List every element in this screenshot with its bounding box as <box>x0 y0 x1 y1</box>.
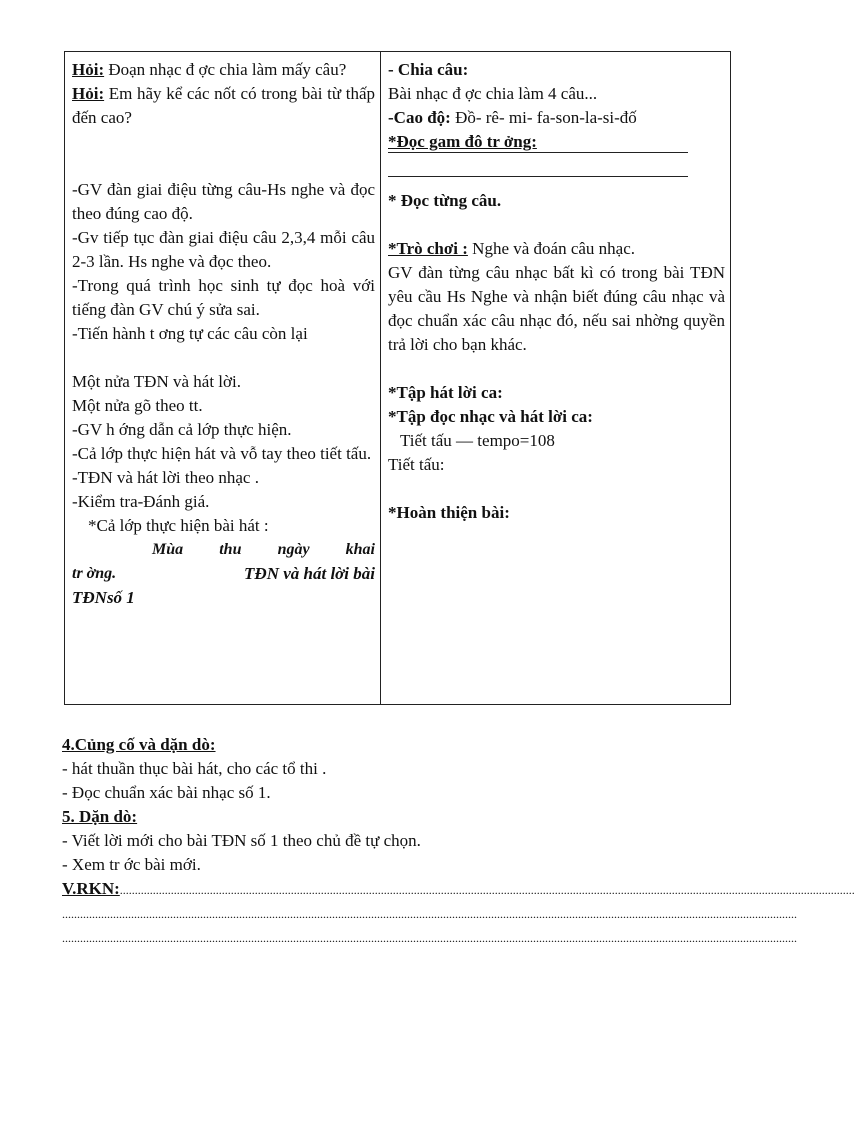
question-2-text: Em hãy kể các nốt có trong bài từ thấp đến cao? <box>72 84 375 127</box>
split-sentences-text: Bài nhạc đ ợc chia làm 4 câu... <box>388 84 598 103</box>
activity-text-11: *Cả lớp thực hiện bài hát : <box>88 516 269 535</box>
section-5-item: - Xem tr ớc bài mới. <box>62 855 201 874</box>
song-title-line-3: TĐNsố 1 <box>72 588 135 607</box>
student-activities-cell <box>381 52 731 705</box>
rhythm-label: Tiết tấu: <box>388 455 445 474</box>
spacer <box>388 357 725 381</box>
activity-text-8: -Cả lớp thực hiện hát và vỗ tay theo tiết tấu. <box>72 444 372 463</box>
spacer <box>388 213 725 237</box>
activity-text-7: -GV h ớng dẫn cả lớp thực hiện. <box>72 420 292 439</box>
song-word: tr ờng. <box>72 565 117 582</box>
split-sentences-heading: - Chia câu: <box>388 60 469 79</box>
activity-text-5: Một nửa TĐN và hát lời. <box>72 372 241 391</box>
song-title-line-1 <box>72 538 375 562</box>
pitch-text: Đồ- rê- mi- fa-son-la-si-đố <box>450 108 637 127</box>
section-4-heading: 4.Củng cố và dặn dò: <box>62 735 216 754</box>
spacer <box>388 477 725 501</box>
question-1-label: Hỏi: <box>72 60 105 79</box>
section-5-item: - Viết lời mới cho bài TĐN số 1 theo chủ đề tự chọn. <box>62 831 421 850</box>
activity-text-4: -Tiến hành t ơng tự các câu còn lại <box>72 324 308 343</box>
tempo-line: Tiết tấu — tempo=108 <box>400 431 555 450</box>
section-4-item: - hát thuần thục bài hát, cho các tổ thi . <box>62 759 327 778</box>
teacher-activities-cell <box>65 52 381 705</box>
rkn-line <box>62 877 855 902</box>
sing-lyrics-heading: *Tập hát lời ca: <box>388 383 503 402</box>
pitch-label: -Cao độ: <box>388 108 451 127</box>
spacer <box>72 346 375 370</box>
song-title-line-2 <box>72 562 375 586</box>
lesson-table <box>64 51 731 705</box>
blank-line <box>388 165 688 177</box>
question-1 <box>72 58 375 82</box>
game-description: GV đàn từng câu nhạc bất kì có trong bài TĐN yêu cầu Hs Nghe và nhận biết đúng câu nhạc và đọc chuẩn xác câu nhạc đó, nếu sai nhờng quyền trả lời cho bạn khác. <box>388 263 725 354</box>
closing-sections <box>62 733 855 950</box>
sight-sing-heading: *Tập đọc nhạc và hát lời ca: <box>388 407 593 426</box>
dotted-line: ..................................................................................................................................................................................................................................................... <box>62 931 797 945</box>
activity-text-2: -Gv tiếp tục đàn giai điệu câu 2,3,4 mỗi câu 2-3 lần. Hs nghe và đọc theo. <box>72 228 375 271</box>
section-5-heading: 5. Dặn dò: <box>62 807 138 826</box>
lesson-row <box>65 52 731 705</box>
question-2-label: Hỏi: <box>72 84 105 103</box>
song-word: khai <box>345 541 375 558</box>
question-1-text: Đoạn nhạc đ ợc chia làm mấy câu? <box>104 60 347 79</box>
finish-heading: *Hoàn thiện bài: <box>388 503 510 522</box>
spacer <box>72 130 375 178</box>
activity-text-1: -GV đàn giai điệu từng câu-Hs nghe và đọc theo đúng cao độ. <box>72 180 375 223</box>
activity-text-3: -Trong quá trình học sinh tự đọc hoà với tiếng đàn GV chú ý sửa sai. <box>72 276 375 319</box>
game-title: Nghe và đoán câu nhạc. <box>467 239 636 258</box>
pitch-line <box>388 106 725 130</box>
question-2 <box>72 82 375 130</box>
song-title-text: TĐN và hát lời bài <box>244 564 375 583</box>
activity-text-9: -TĐN và hát lời theo nhạc . <box>72 468 259 487</box>
game-line <box>388 237 725 261</box>
section-4-item: - Đọc chuẩn xác bài nhạc số 1. <box>62 783 271 802</box>
read-each-sentence-heading: * Đọc từng câu. <box>388 191 502 210</box>
dotted-line: ..................................................................................................................................................................................................................................................... <box>62 907 797 921</box>
rkn-heading: V.RKN: <box>62 879 120 898</box>
activity-text-6: Một nửa gõ theo tt. <box>72 396 203 415</box>
song-word: thu <box>219 541 242 558</box>
game-label: *Trò chơi : <box>388 239 468 258</box>
scale-heading: *Đọc gam đô tr ởng: <box>388 132 537 151</box>
song-word: Mùa <box>152 541 184 558</box>
song-word: ngày <box>277 541 310 558</box>
activity-text-10: -Kiểm tra-Đánh giá. <box>72 492 210 511</box>
dotted-line: ..................................................................................................................................................................................................................................................... <box>119 883 855 897</box>
